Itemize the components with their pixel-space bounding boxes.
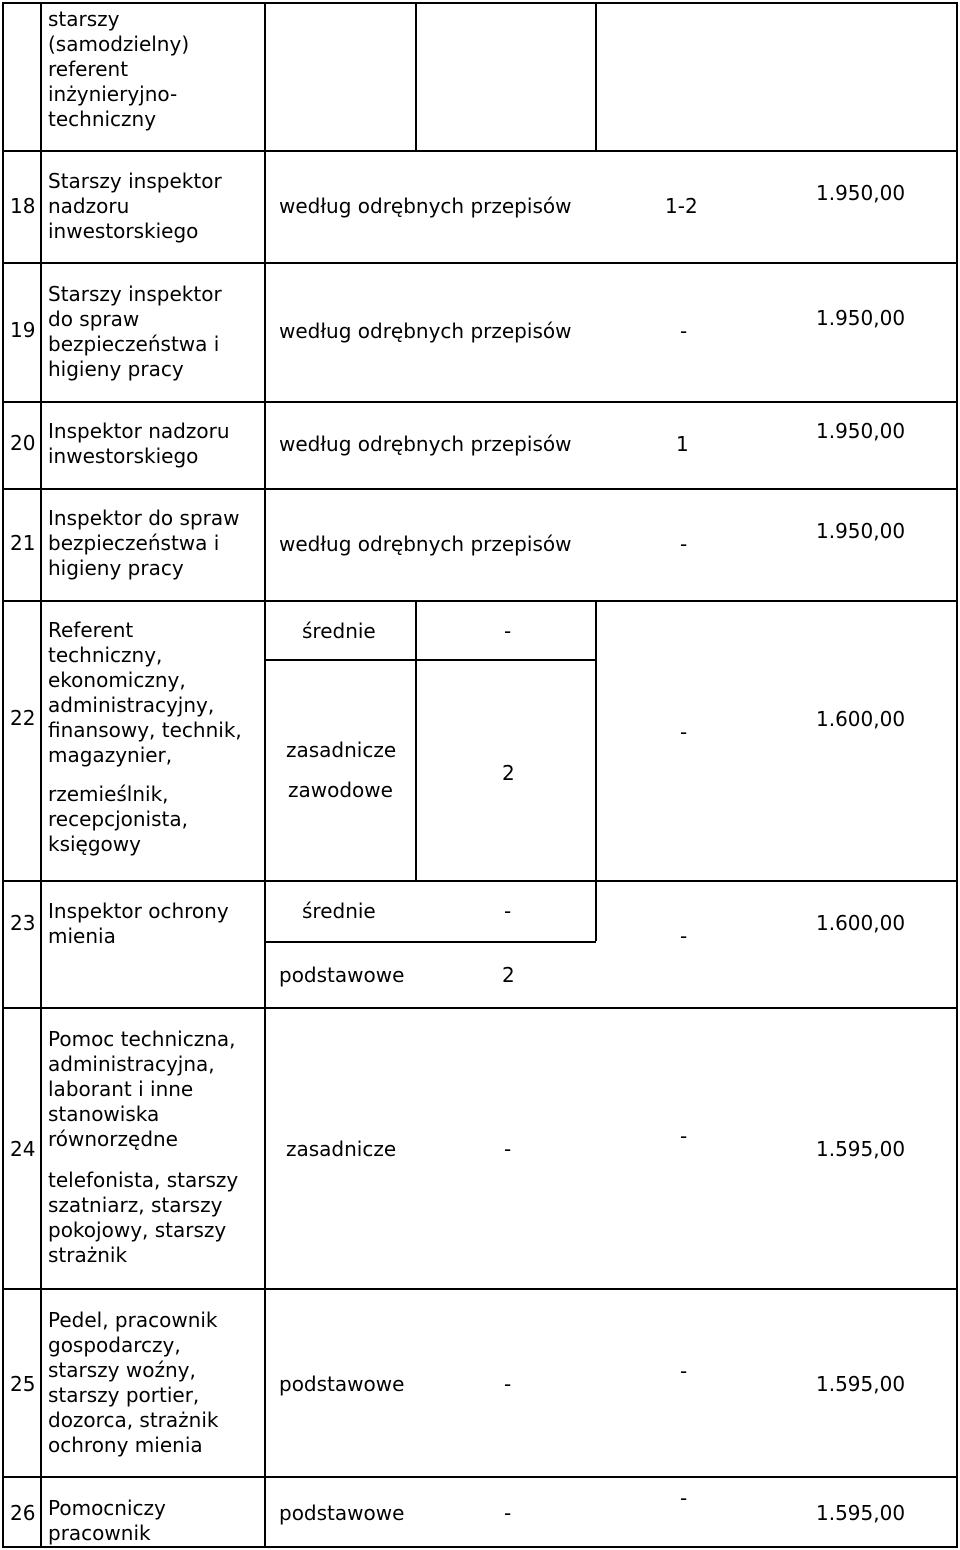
education-requirement: średnie [302,619,376,643]
salary-amount: 1.950,00 [816,306,906,330]
position-name: Inspektor do spraw bezpieczeństwa i higieny pracy [48,506,240,580]
row-number: 18 [10,194,36,218]
experience-years: - [504,619,512,643]
salary-amount: 1.595,00 [816,1137,906,1161]
education-requirement: zawodowe [288,778,393,802]
education-requirement: zasadnicze [286,738,397,762]
salary-amount: 1.595,00 [816,1501,906,1525]
category-value: - [680,1359,688,1383]
experience-years: 1-2 [665,194,698,218]
row-number: 26 [10,1501,36,1525]
table-rule [2,488,958,490]
experience-years: - [504,1137,512,1161]
row-number: 24 [10,1137,36,1161]
education-requirement: podstawowe [279,1372,405,1396]
category-value: - [680,924,688,948]
row-number: 19 [10,318,36,342]
position-name: starszy (samodzielny) referent inżynieryjno- techniczny [48,7,190,131]
experience-years: - [504,1372,512,1396]
salary-amount: 1.950,00 [816,419,906,443]
row-number: 21 [10,531,36,555]
table-rule [956,2,958,1548]
table-rule [265,659,596,661]
position-name: Inspektor ochrony mienia [48,899,229,948]
position-name: Pomocniczy pracownik [48,1496,166,1545]
education-requirement: według odrębnych przepisów [279,432,572,456]
experience-years: 2 [502,963,515,987]
salary-amount: 1.600,00 [816,707,906,731]
table-rule [595,880,597,941]
position-name: Inspektor nadzoru inwestorskiego [48,419,230,468]
salary-amount: 1.595,00 [816,1372,906,1396]
table-rule [2,150,958,152]
category-value: - [680,720,688,744]
table-rule [2,600,958,602]
position-name: Pomoc techniczna, administracyjna, laborant i inne stanowiska równorzędne telefonista, starszy szatniarz, starszy pokojowy, starszy strażnik [48,1027,239,1267]
table-rule [40,2,42,1548]
salary-amount: 1.950,00 [816,519,906,543]
position-name: Referent techniczny, ekonomiczny, administracyjny, finansowy, technik, magazynier, rzemieślnik, recepcjonista, księgowy [48,618,242,856]
experience-years: - [680,319,688,343]
table-rule [595,2,597,150]
education-requirement: według odrębnych przepisów [279,319,572,343]
table-rule [415,2,417,150]
table-rule [415,600,417,880]
row-number: 20 [10,431,36,455]
experience-years: 2 [502,761,515,785]
position-name: Starszy inspektor nadzoru inwestorskiego [48,169,222,243]
education-requirement: zasadnicze [286,1137,397,1161]
table-rule [2,1007,958,1009]
education-requirement: średnie [302,899,376,923]
salary-amount: 1.600,00 [816,911,906,935]
table-rule [2,2,958,4]
table-rule [2,401,958,403]
table-rule [2,262,958,264]
table-rule [595,600,597,880]
education-requirement: według odrębnych przepisów [279,532,572,556]
education-requirement: według odrębnych przepisów [279,194,572,218]
row-number: 22 [10,706,36,730]
position-name: Pedel, pracownik gospodarczy, starszy woźny, starszy portier, dozorca, strażnik ochrony mienia [48,1308,219,1457]
table-rule [265,941,596,943]
table-rule [2,880,958,882]
category-value: - [680,1124,688,1148]
position-name: Starszy inspektor do spraw bezpieczeństwa i higieny pracy [48,282,222,381]
table-rule [264,2,266,1548]
table-rule [2,1288,958,1290]
education-requirement: podstawowe [279,963,405,987]
experience-years: - [504,899,512,923]
salary-amount: 1.950,00 [816,181,906,205]
row-number: 23 [10,911,36,935]
table-rule [2,1546,958,1548]
table-rule [2,1476,958,1478]
experience-years: - [504,1501,512,1525]
experience-years: - [680,532,688,556]
table-rule [2,2,4,1548]
category-value: - [680,1486,688,1510]
row-number: 25 [10,1372,36,1396]
education-requirement: podstawowe [279,1501,405,1525]
experience-years: 1 [676,432,689,456]
